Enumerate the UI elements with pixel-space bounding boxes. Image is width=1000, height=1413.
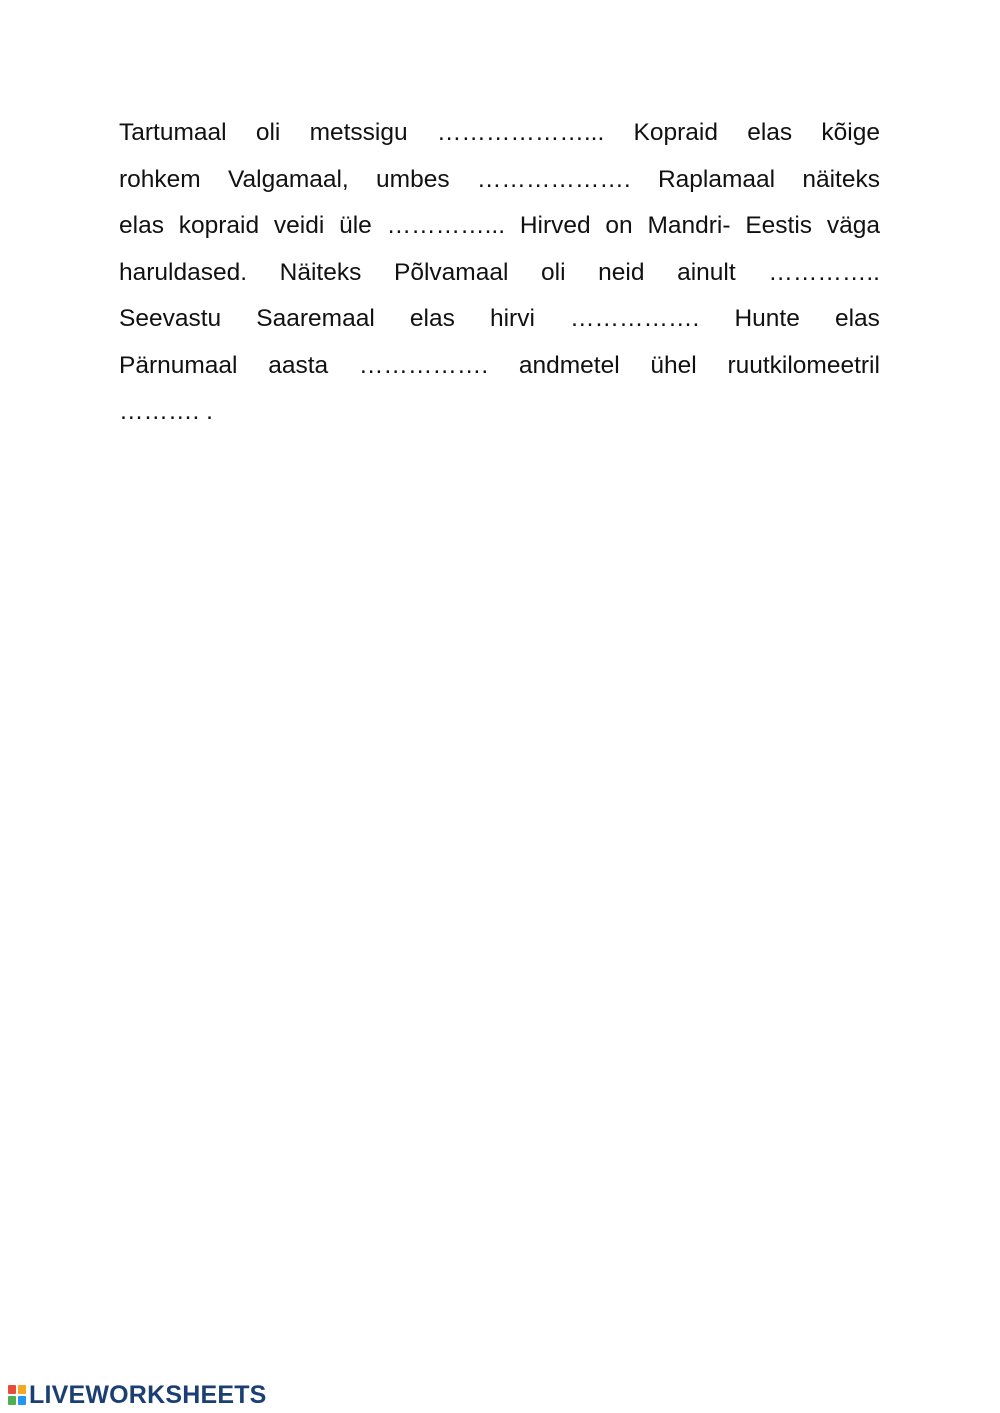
word: Pärnumaal (119, 351, 238, 379)
logo-block (18, 1396, 26, 1405)
blank-answer-2[interactable]: ………………. (476, 165, 631, 193)
word: elas (119, 212, 164, 239)
word: Kopraid (633, 119, 718, 146)
word: neid (598, 258, 645, 286)
word: oli (255, 119, 281, 146)
text-line-3 (119, 203, 880, 250)
word: veidi (273, 212, 325, 239)
blocks-icon (8, 1385, 26, 1405)
logo-block (8, 1396, 16, 1405)
worksheet-paragraph (119, 110, 880, 436)
word: kopraid (178, 212, 260, 239)
word: haruldased. (119, 258, 248, 286)
word: elas (834, 305, 880, 332)
word: umbes (376, 165, 450, 193)
text-line-6 (119, 343, 880, 390)
word: Tartumaal (119, 119, 227, 146)
word: Seevastu (119, 305, 222, 332)
blank-answer-5[interactable]: ……………. (570, 305, 700, 332)
blank-answer-7[interactable]: ………. . (119, 398, 213, 425)
text-line-4 (119, 250, 880, 297)
word: elas (409, 305, 455, 332)
word: ainult (677, 258, 736, 286)
word: Valgamaal, (227, 165, 349, 193)
word: andmetel (518, 351, 620, 379)
word: aasta (268, 351, 329, 379)
word: Raplamaal (657, 165, 776, 193)
word: Eestis (745, 212, 813, 239)
logo-text: LIVEWORKSHEETS (29, 1380, 267, 1409)
word: Põlvamaal (394, 258, 509, 286)
word: kõige (821, 119, 880, 146)
word: ruutkilomeetril (727, 351, 880, 379)
word: ühel (650, 351, 697, 379)
text-line-1 (119, 110, 880, 157)
word: Hunte (734, 305, 800, 332)
word: Saaremaal (256, 305, 375, 332)
logo-block (8, 1385, 16, 1394)
word: oli (541, 258, 566, 286)
text-line-7 (119, 389, 880, 436)
word: Mandri- (647, 212, 731, 239)
word: metssigu (309, 119, 408, 146)
word: näiteks (802, 165, 880, 193)
word: väga (826, 212, 880, 239)
word: elas (747, 119, 793, 146)
word: rohkem (119, 165, 201, 193)
blank-answer-3[interactable]: …………... (386, 212, 506, 239)
logo-block (18, 1385, 26, 1394)
text-line-2 (119, 157, 880, 204)
blank-answer-4[interactable]: ………….. (768, 258, 880, 286)
word: hirvi (489, 305, 535, 332)
word: üle (339, 212, 372, 239)
blank-answer-6[interactable]: ……………. (358, 351, 489, 379)
liveworksheets-logo (8, 1380, 267, 1410)
word: Näiteks (279, 258, 362, 286)
word: Hirved (519, 212, 591, 239)
text-line-5 (119, 296, 880, 343)
word: on (605, 212, 633, 239)
blank-answer-1[interactable]: ………………... (436, 119, 605, 146)
